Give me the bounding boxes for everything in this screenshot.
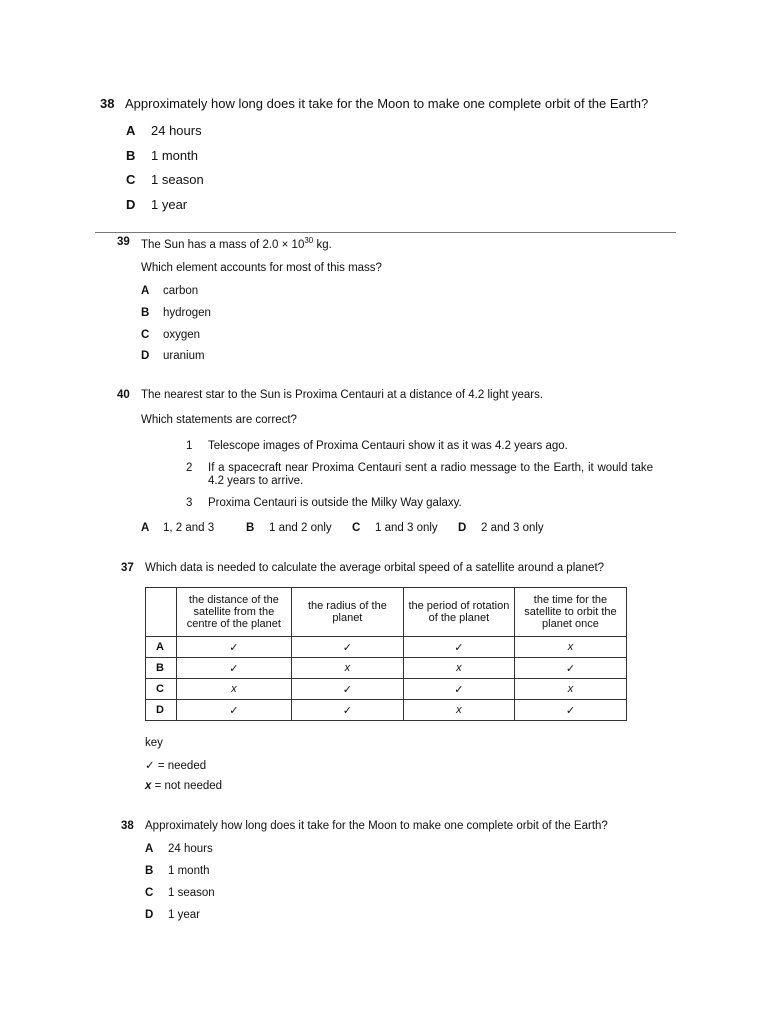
option-letter: A bbox=[145, 843, 154, 855]
question-number: 38 bbox=[100, 96, 115, 111]
option-letter: C bbox=[352, 522, 361, 534]
row-letter: C bbox=[146, 679, 177, 700]
option-text: 1 season bbox=[151, 172, 204, 187]
table-cell: ✓ bbox=[514, 700, 626, 721]
option-text: 1 month bbox=[168, 865, 210, 877]
data-table bbox=[145, 587, 627, 721]
question-number: 39 bbox=[117, 236, 130, 248]
section-divider bbox=[95, 232, 676, 233]
table-header-blank bbox=[146, 588, 177, 637]
option-text: oxygen bbox=[163, 329, 201, 341]
statement-number: 3 bbox=[186, 497, 193, 509]
table-cell: ✓ bbox=[176, 700, 291, 721]
table-cell: ✓ bbox=[514, 658, 626, 679]
option-letter: B bbox=[145, 865, 154, 877]
option-letter: B bbox=[141, 307, 150, 319]
option-letter: C bbox=[126, 172, 136, 187]
option-letter: A bbox=[126, 123, 136, 138]
option-text: 1 month bbox=[151, 148, 198, 163]
option-text: uranium bbox=[163, 350, 205, 362]
cross-mark-icon: x bbox=[145, 780, 152, 792]
statement-text: If a spacecraft near Proxima Centauri sent a radio message to the Earth, it would take 4.2 years to arrive. bbox=[208, 462, 653, 487]
option-text: 1, 2 and 3 bbox=[163, 522, 215, 534]
question-text: Approximately how long does it take for the Moon to make one complete orbit of the Earth? bbox=[125, 96, 649, 111]
table-cell: ✓ bbox=[291, 679, 403, 700]
question-text bbox=[141, 236, 332, 251]
question-number: 40 bbox=[117, 389, 130, 401]
key-title: key bbox=[145, 737, 163, 749]
option-text: 1 and 3 only bbox=[375, 522, 438, 534]
question-text: The nearest star to the Sun is Proxima Centauri at a distance of 4.2 light years. bbox=[141, 389, 544, 401]
table-row bbox=[146, 658, 627, 679]
table-cell: x bbox=[291, 658, 403, 679]
table-cell: ✓ bbox=[403, 679, 514, 700]
table-cell: x bbox=[514, 679, 626, 700]
option-letter: D bbox=[145, 909, 154, 921]
row-letter: D bbox=[146, 700, 177, 721]
table-cell: ✓ bbox=[291, 700, 403, 721]
option-text: 24 hours bbox=[168, 843, 213, 855]
option-letter: B bbox=[126, 148, 136, 163]
table-cell: ✓ bbox=[403, 637, 514, 658]
question-number: 37 bbox=[121, 562, 134, 574]
mass-unit: kg. bbox=[313, 238, 332, 251]
option-text: 1 year bbox=[151, 197, 188, 212]
question-text: Which data is needed to calculate the average orbital speed of a satellite around a planet? bbox=[145, 562, 605, 574]
table-cell: ✓ bbox=[176, 658, 291, 679]
table-header: the time for the satellite to orbit the planet once bbox=[514, 588, 626, 637]
statement-text: Telescope images of Proxima Centauri show it as it was 4.2 years ago. bbox=[208, 440, 568, 452]
option-text: 1 season bbox=[168, 887, 215, 899]
mass-exponent: 30 bbox=[304, 236, 314, 245]
key-not-needed-text: = not needed bbox=[151, 780, 223, 792]
mass-text: The Sun has a mass of 2.0 × 10 bbox=[141, 238, 305, 251]
question-subtext: Which statements are correct? bbox=[141, 414, 297, 426]
option-text: 1 year bbox=[168, 909, 200, 921]
option-text: carbon bbox=[163, 285, 199, 297]
table-cell: x bbox=[176, 679, 291, 700]
option-letter: D bbox=[458, 522, 467, 534]
table-cell: x bbox=[514, 637, 626, 658]
option-letter: B bbox=[246, 522, 255, 534]
table-header: the radius of the planet bbox=[291, 588, 403, 637]
row-letter: B bbox=[146, 658, 177, 679]
table-header: the distance of the satellite from the centre of the planet bbox=[176, 588, 291, 637]
table-row bbox=[146, 700, 627, 721]
statement-number: 1 bbox=[186, 440, 193, 452]
statement-number: 2 bbox=[186, 462, 193, 474]
table-row bbox=[146, 637, 627, 658]
option-letter: A bbox=[141, 285, 150, 297]
table-header-row bbox=[146, 588, 627, 637]
option-letter: D bbox=[141, 350, 150, 362]
table-cell: x bbox=[403, 700, 514, 721]
option-letter: A bbox=[141, 522, 150, 534]
check-mark-icon: ✓ bbox=[145, 760, 155, 772]
table-row bbox=[146, 679, 627, 700]
key-needed-text: = needed bbox=[154, 760, 207, 772]
question-subtext: Which element accounts for most of this mass? bbox=[141, 262, 382, 274]
question-number: 38 bbox=[121, 820, 134, 832]
table-header: the period of rotation of the planet bbox=[403, 588, 514, 637]
table-cell: ✓ bbox=[291, 637, 403, 658]
table-cell: x bbox=[403, 658, 514, 679]
option-letter: C bbox=[145, 887, 154, 899]
option-letter: C bbox=[141, 329, 150, 341]
statement-text: Proxima Centauri is outside the Milky Way galaxy. bbox=[208, 497, 462, 509]
question-text: Approximately how long does it take for the Moon to make one complete orbit of the Earth? bbox=[145, 820, 608, 832]
option-letter: D bbox=[126, 197, 136, 212]
key-not-needed bbox=[145, 780, 222, 792]
option-text: 1 and 2 only bbox=[269, 522, 332, 534]
table-cell: ✓ bbox=[176, 637, 291, 658]
row-letter: A bbox=[146, 637, 177, 658]
option-text: 24 hours bbox=[151, 123, 202, 138]
key-needed bbox=[145, 758, 206, 772]
option-text: 2 and 3 only bbox=[481, 522, 544, 534]
option-text: hydrogen bbox=[163, 307, 211, 319]
